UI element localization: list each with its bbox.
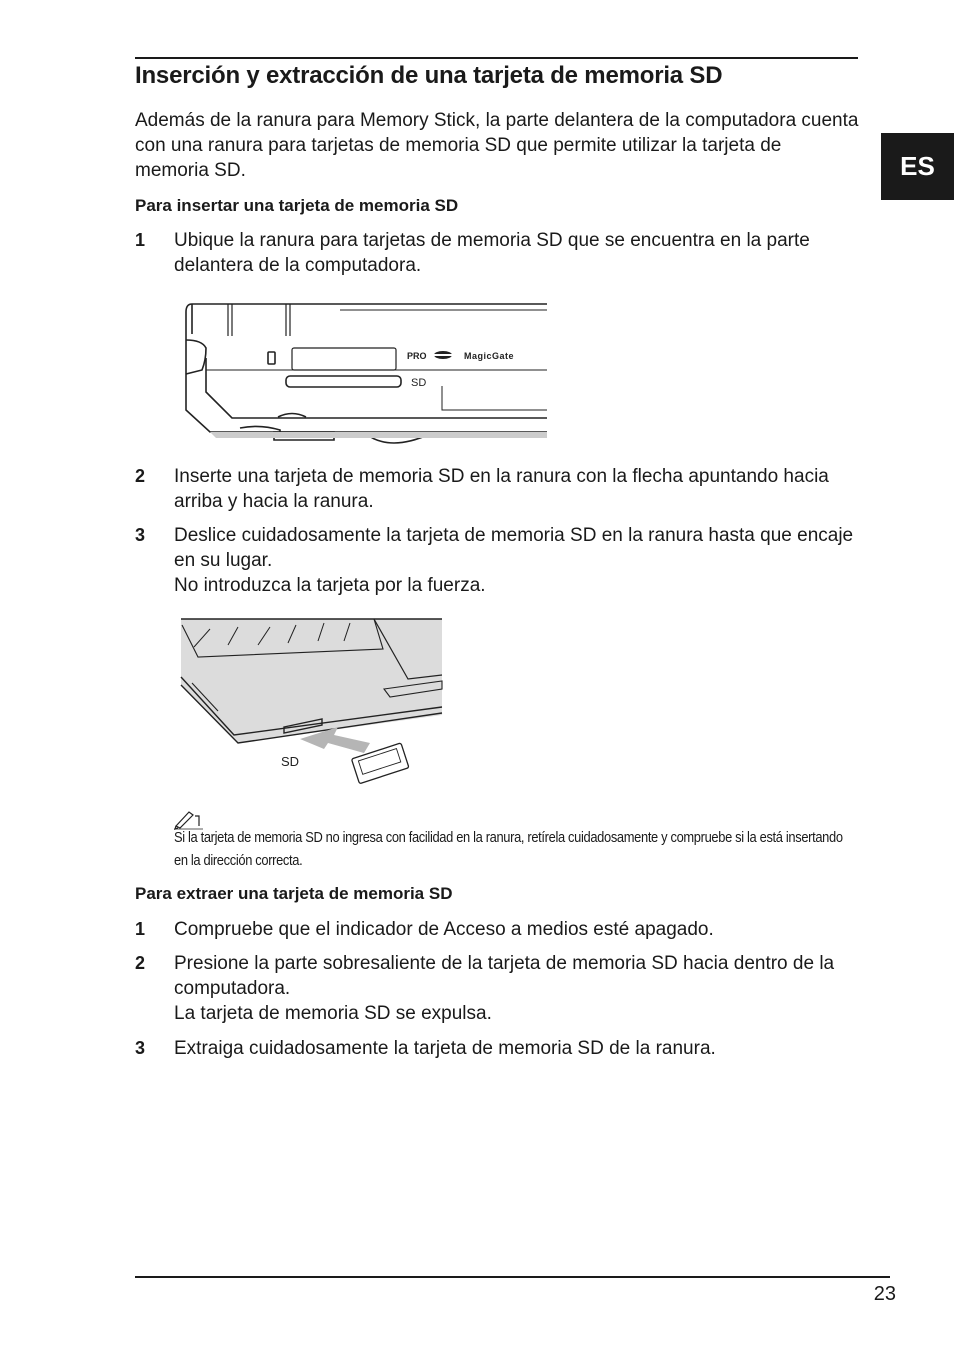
- page-number: 23: [873, 1283, 896, 1305]
- insert-step-1-text: Ubique la ranura para tarjetas de memoria SD que se encuentra en la parte delantera de la computadora.: [174, 230, 810, 276]
- remove-step-3-number: 3: [135, 1038, 146, 1058]
- magicgate-logo-label: MagicGate: [464, 351, 515, 361]
- insert-step-2-number: 2: [135, 466, 146, 486]
- top-rule: [135, 57, 858, 59]
- laptop-front-illustration: [180, 300, 550, 450]
- page-title: Inserción y extracción de una tarjeta de memoria SD: [135, 62, 723, 89]
- sd-label: SD: [281, 754, 300, 769]
- insert-step-3-extra: No introduzca la tarjeta por la fuerza.: [174, 575, 486, 596]
- intro-paragraph: Además de la ranura para Memory Stick, la parte delantera de la computadora cuenta con una ranura para tarjetas de memoria SD que permite utilizar la tarjeta de memoria SD.: [135, 110, 859, 181]
- sd-insertion-illustration: [178, 615, 448, 790]
- insert-step-3-number: 3: [135, 525, 146, 545]
- remove-step-2-extra: La tarjeta de memoria SD se expulsa.: [174, 1003, 492, 1024]
- remove-step-2-number: 2: [135, 953, 146, 973]
- insert-step-1-number: 1: [135, 230, 146, 250]
- insert-step-3-text: Deslice cuidadosamente la tarjeta de memoria SD en la ranura hasta que encaje en su lugar.: [174, 525, 854, 571]
- bottom-rule: [135, 1276, 890, 1278]
- remove-step-1-text: Compruebe que el indicador de Acceso a medios esté apagado.: [174, 919, 714, 940]
- remove-step-3-text: Extraiga cuidadosamente la tarjeta de memoria SD de la ranura.: [174, 1038, 716, 1059]
- memory-stick-logo-icon: [434, 351, 452, 359]
- language-tab: ES: [881, 133, 954, 200]
- insert-step-2-text: Inserte una tarjeta de memoria SD en la ranura con la flecha apuntando hacia arriba y hacia la ranura.: [174, 466, 829, 512]
- sd-slot-label: SD: [411, 377, 427, 389]
- remove-step-2-text: Presione la parte sobresaliente de la tarjeta de memoria SD hacia dentro de la computadora.: [174, 953, 835, 999]
- remove-heading: Para extraer una tarjeta de memoria SD: [135, 884, 453, 903]
- insert-heading: Para insertar una tarjeta de memoria SD: [135, 196, 459, 215]
- note-text: Si la tarjeta de memoria SD no ingresa con facilidad en la ranura, retírela cuidadosamente y compruebe si la está insertando en la dirección correcta.: [174, 829, 843, 869]
- pro-logo-label: PRO: [407, 351, 427, 361]
- remove-step-1-number: 1: [135, 919, 146, 939]
